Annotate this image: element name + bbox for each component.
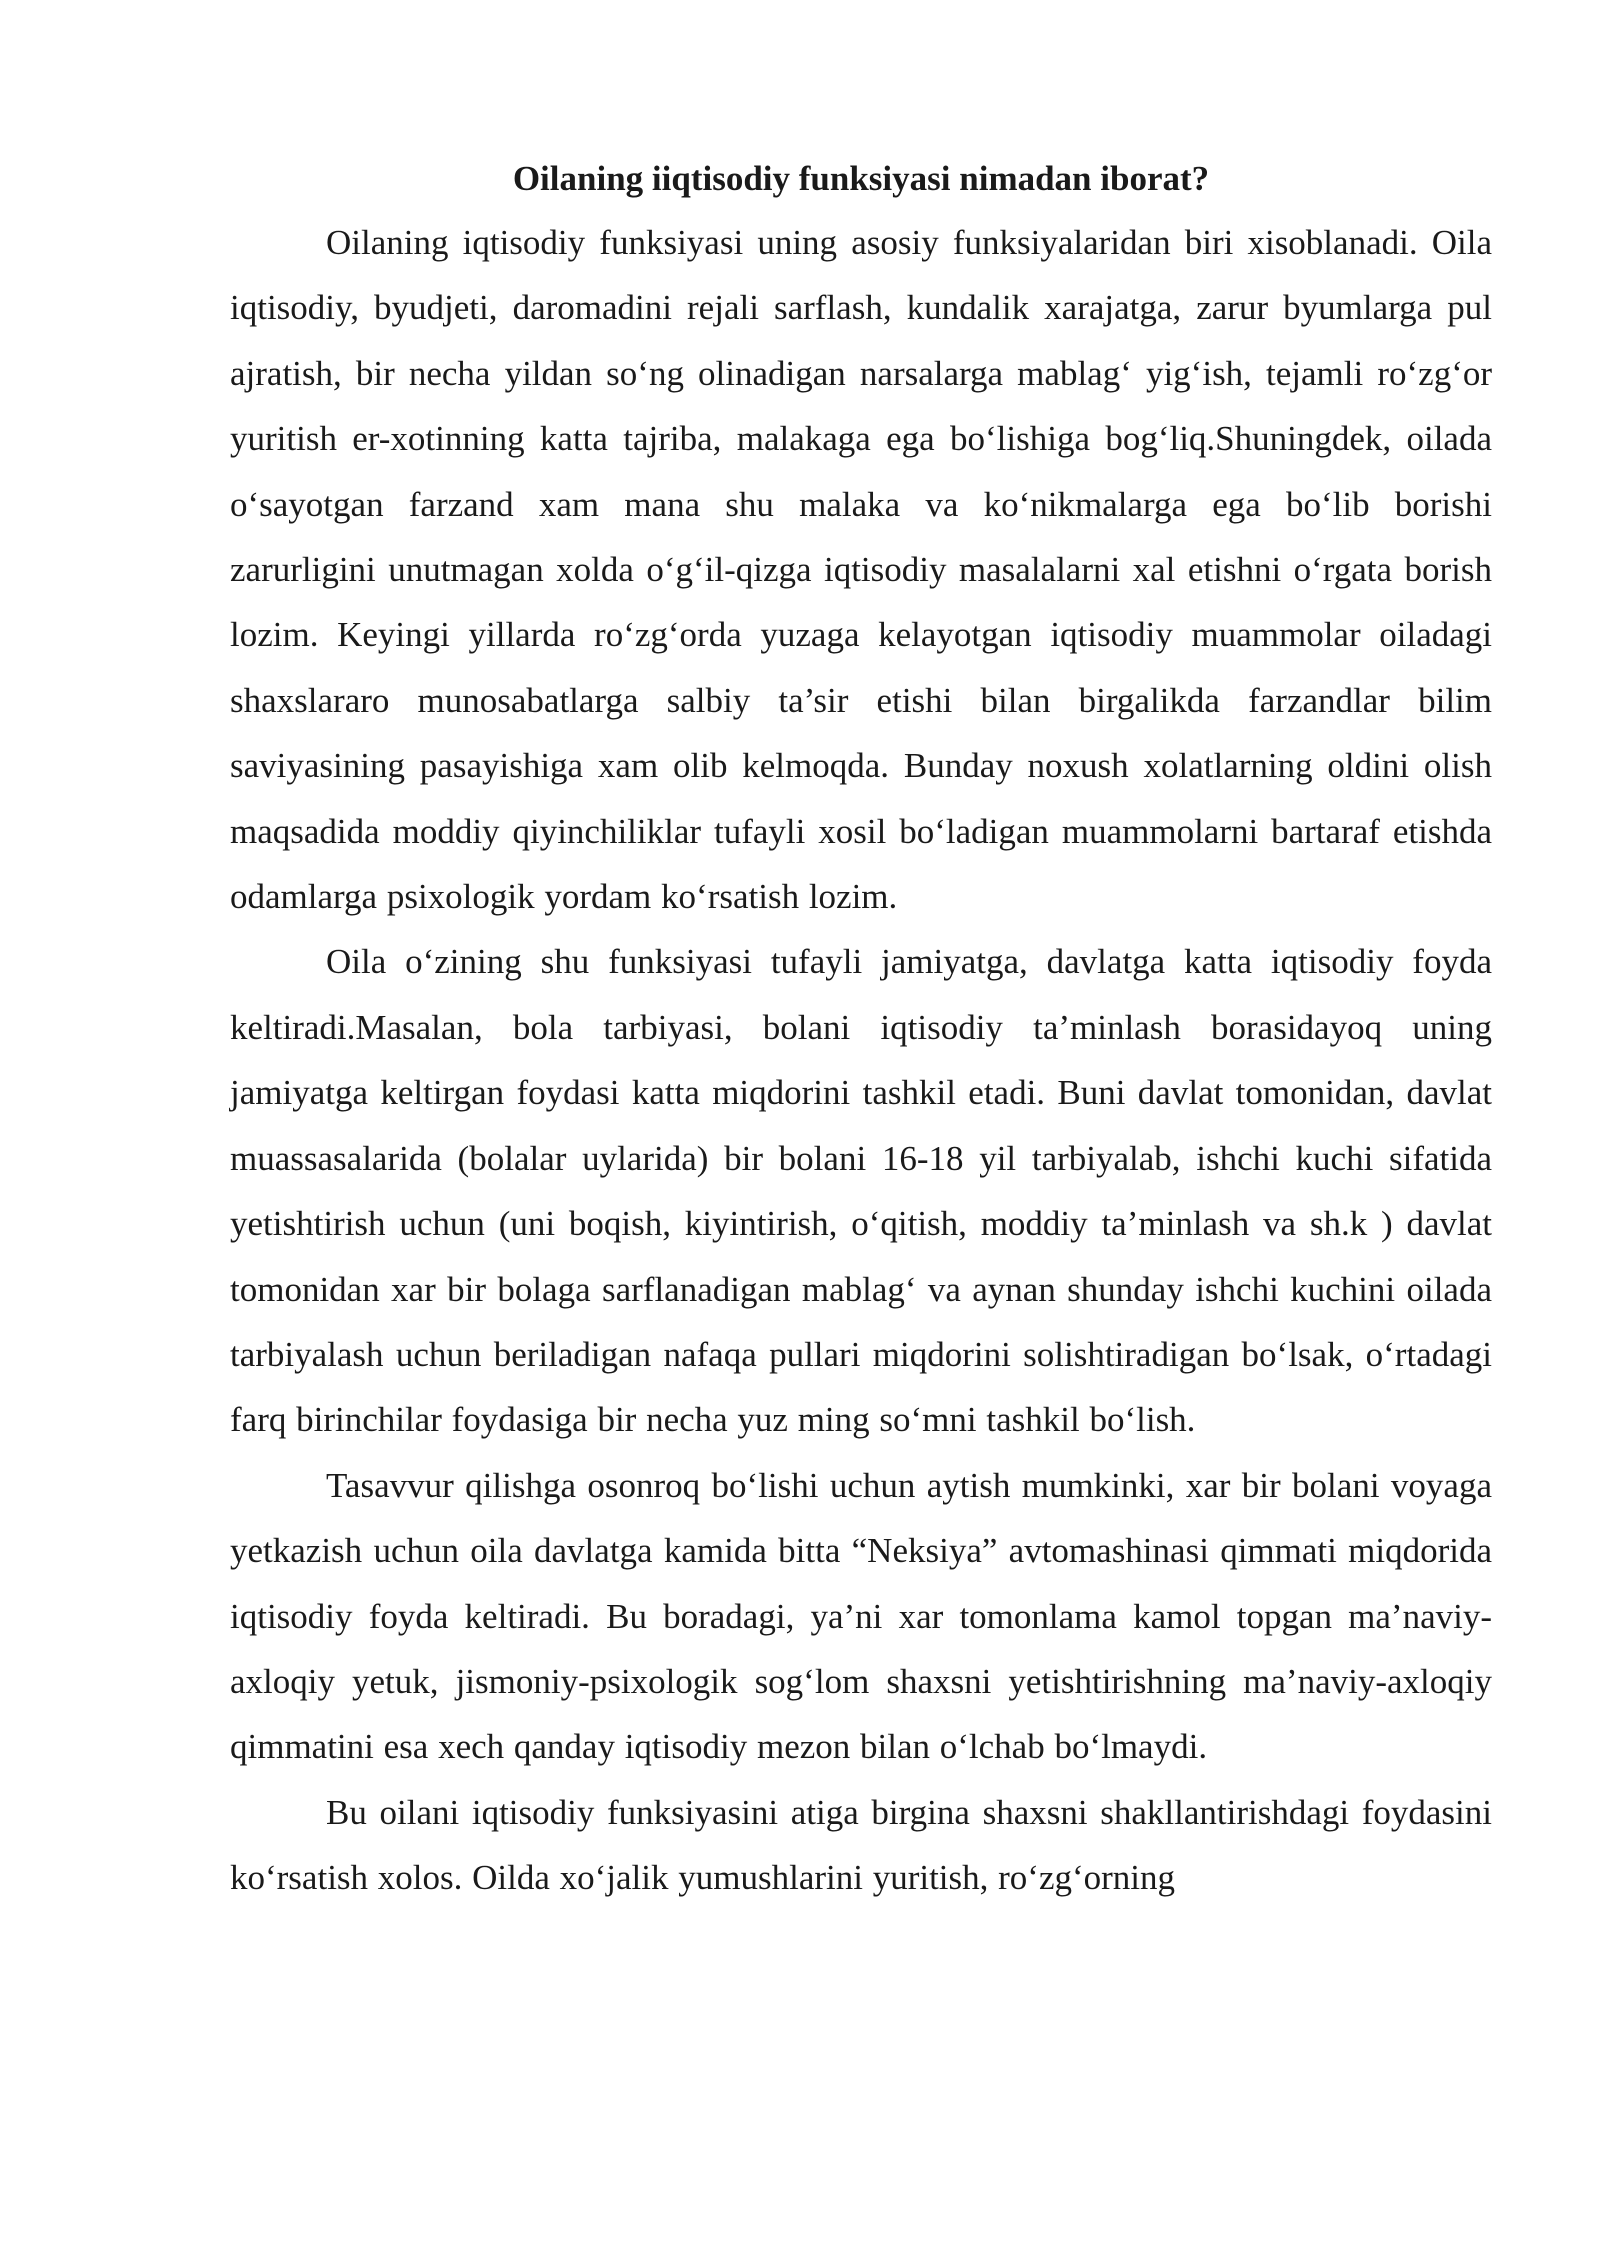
paragraph-1: Oilaning iqtisodiy funksiyasi uning asosiy funksiyalaridan biri xisoblanadi. Oila iqtisodiy, byudjeti, daromadini rejali sarflash, kundalik xarajatga, zarur byumlarga pul ajratish, bir necha yildan so‘ng olinadigan narsalarga mablag‘ yig‘ish, tejamli ro‘zg‘or yuritish er-xotinning katta tajriba, malakaga ega bo‘lishiga bog‘liq.Shuningdek, oilada o‘sayotgan farzand xam mana shu malaka va ko‘nikmalarga ega bo‘lib borishi zarurligini unutmagan xolda o‘g‘il-qizga iqtisodiy masalalarni xal etishni o‘rgata borish lozim. Keyingi yillarda ro‘zg‘orda yuzaga kelayotgan iqtisodiy muammolar oiladagi shaxslararo munosabatlarga salbiy ta’sir etishi bilan birgalikda farzandlar bilim saviyasining pasayishiga xam olib kelmoqda. Bunday noxush xolatlarning oldini olish maqsadida moddiy qiyinchiliklar tufayli xosil bo‘ladigan muammolarni bartaraf etishda odamlarga psixologik yordam ko‘rsatish lozim. (230, 223, 1492, 917)
page-title: Oilaning iiqtisodiy funksiyasi nimadan iborat? (512, 159, 1210, 198)
paragraph-3: Tasavvur qilishga osonroq bo‘lishi uchun aytish mumkinki, xar bir bolani voyaga yetkazish uchun oila davlatga kamida bitta “Neksiya” avtomashinasi qimmati miqdorida iqtisodiy foyda keltiradi. Bu boradagi, ya’ni xar tomonlama kamol topgan ma’naviy-axloqiy yetuk, jismoniy-psixologik sog‘lom shaxsni yetishtirishning ma’naviy-axloqiy qimmatini esa xech qanday iqtisodiy mezon bilan o‘lchab bo‘lmaydi. (230, 1465, 1492, 1767)
paragraph-4: Bu oilani iqtisodiy funksiyasini atiga birgina shaxsni shakllantirishdagi foydasini ko‘rsatish xolos. Oilda xo‘jalik yumushlarini yuritish, ro‘zg‘orning (230, 1792, 1492, 1898)
document-body (230, 148, 1492, 1911)
paragraph-2: Oila o‘zining shu funksiyasi tufayli jamiyatga, davlatga katta iqtisodiy foyda keltiradi.Masalan, bola tarbiyasi, bolani iqtisodiy ta’minlash borasidayoq uning jamiyatga keltirgan foydasi katta miqdorini tashkil etadi. Buni davlat tomonidan, davlat muassasalarida (bolalar uylarida) bir bolani 16-18 yil tarbiyalab, ishchi kuchi sifatida yetishtirish uchun (uni boqish, kiyintirish, o‘qitish, moddiy ta’minlash va sh.k ) davlat tomonidan xar bir bolaga sarflanadigan mablag‘ va aynan shunday ishchi kuchini oilada tarbiyalash uchun beriladigan nafaqa pullari miqdorini solishtiradigan bo‘lsak, o‘rtadagi farq birinchilar foydasiga bir necha yuz ming so‘mni tashkil bo‘lish. (230, 942, 1492, 1440)
